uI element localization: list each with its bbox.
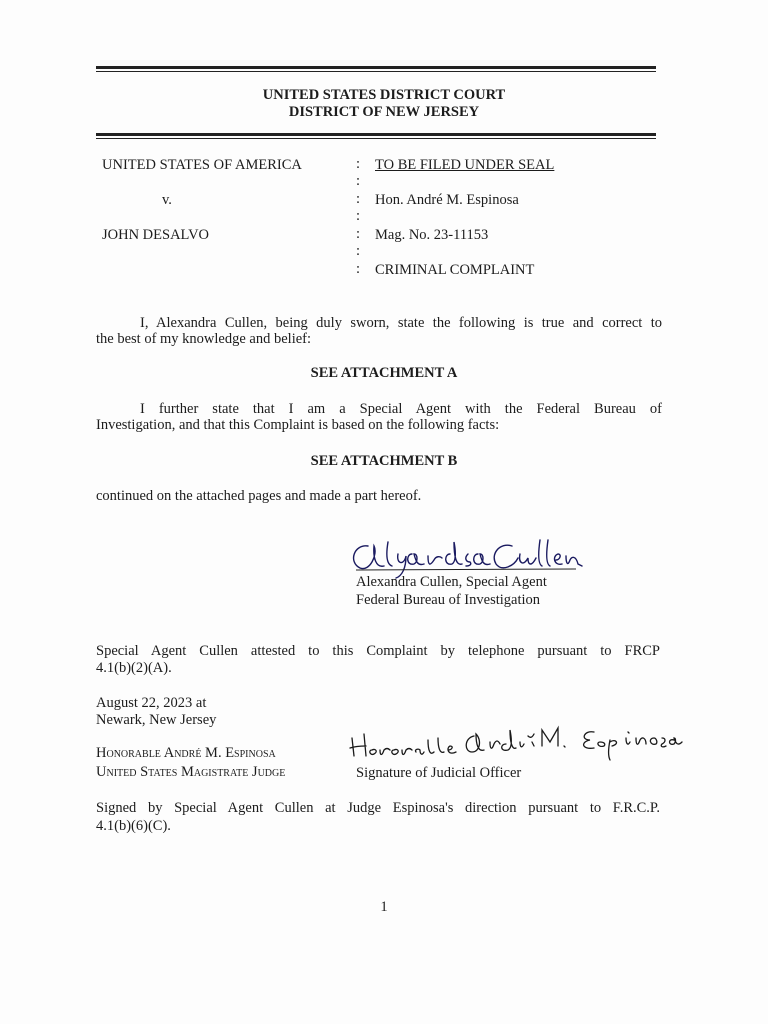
- judge-name: Honorable André M. Espinosa: [96, 745, 276, 761]
- top-rule-thick: [96, 66, 656, 69]
- colon: :: [356, 261, 361, 277]
- attestation-line1: Special Agent Cullen attested to this Complaint by telephone pursuant to FRCP: [96, 643, 660, 659]
- paragraph-agent-line1: I further state that I am a Special Agent with the Federal Bureau of: [140, 401, 662, 417]
- caption-judge: Hon. André M. Espinosa: [375, 192, 519, 208]
- attestation-date: August 22, 2023 at: [96, 695, 207, 711]
- attestation-place: Newark, New Jersey: [96, 712, 217, 728]
- colon: :: [356, 226, 361, 242]
- judge-signature: [344, 716, 684, 762]
- judge-title: United States Magistrate Judge: [96, 764, 286, 780]
- colon: :: [356, 156, 361, 172]
- court-title: UNITED STATES DISTRICT COURT: [262, 87, 506, 103]
- caption-plaintiff: UNITED STATES OF AMERICA: [102, 157, 302, 173]
- attestation-line2: 4.1(b)(2)(A).: [96, 660, 172, 676]
- judicial-signature-label: Signature of Judicial Officer: [356, 765, 522, 781]
- caption-mag-number: Mag. No. 23-11153: [375, 227, 489, 243]
- footer-note-line1: Signed by Special Agent Cullen at Judge Espinosa's direction pursuant to F.R.C.P.: [96, 800, 660, 816]
- header-rule-thin: [96, 138, 656, 139]
- colon: :: [356, 243, 361, 259]
- attachment-a-heading: SEE ATTACHMENT A: [310, 365, 458, 381]
- paragraph-continued: continued on the attached pages and made a part hereof.: [96, 488, 422, 504]
- agent-name-title: Alexandra Cullen, Special Agent: [356, 574, 547, 590]
- agent-agency: Federal Bureau of Investigation: [356, 592, 541, 608]
- top-rule-thin: [96, 71, 656, 72]
- caption-defendant: JOHN DESALVO: [102, 227, 210, 243]
- colon: :: [356, 191, 361, 207]
- paragraph-sworn-line2: the best of my knowledge and belief:: [96, 331, 312, 347]
- caption-versus: v.: [162, 192, 172, 208]
- colon: :: [356, 173, 361, 189]
- header-rule-thick: [96, 133, 656, 136]
- attachment-b-heading: SEE ATTACHMENT B: [310, 453, 458, 469]
- footer-note-line2: 4.1(b)(6)(C).: [96, 818, 171, 834]
- page-number: 1: [380, 899, 388, 915]
- caption-doc-type: CRIMINAL COMPLAINT: [375, 262, 535, 278]
- seal-notice: TO BE FILED UNDER SEAL: [375, 157, 555, 173]
- paragraph-agent-line2: Investigation, and that this Complaint is based on the following facts:: [96, 417, 500, 433]
- colon: :: [356, 208, 361, 224]
- court-district: DISTRICT OF NEW JERSEY: [288, 104, 480, 120]
- paragraph-sworn-line1: I, Alexandra Cullen, being duly sworn, state the following is true and correct to: [140, 315, 662, 331]
